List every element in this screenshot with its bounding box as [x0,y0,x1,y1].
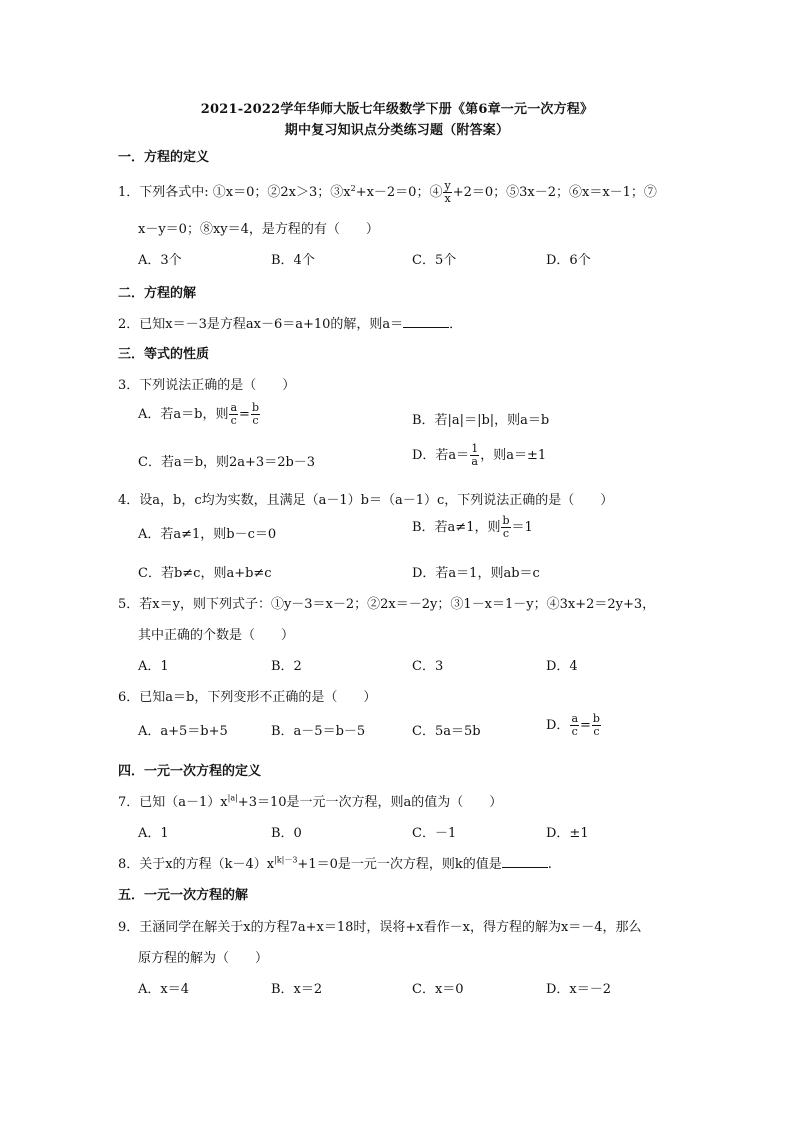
q3-d-fraction [470,443,479,468]
question-6-stem: 6．已知a＝b，下列变形不正确的是（ ） [118,690,377,705]
q5-option-a: A．1 [138,659,169,674]
q4-option-b [412,515,533,540]
q1-option-d: D．6个 [546,253,591,268]
q4-b-den: c [502,527,510,541]
q4-option-c: C．若b≠c，则a+b≠c [138,566,272,581]
section-heading-3: 三．等式的性质 [118,347,210,362]
q3-a-den-right: c [252,414,259,428]
question-3-stem: 3．下列说法正确的是（ ） [118,378,296,393]
q1-fraction [443,180,451,205]
q3-a-fraction-right [251,402,260,427]
q7-option-a: A．1 [138,826,169,841]
q9-option-d: D．x＝－2 [546,982,612,997]
q4-b-suffix: ＝1 [511,520,533,536]
q7-option-d: D．±1 [546,826,589,841]
q3-option-a [138,402,261,427]
q4-b-prefix: B．若a≠1，则 [412,520,501,536]
q3-a-prefix: A．若a＝b，则 [138,407,229,423]
q6-d-fraction-right [592,713,601,738]
q6-d-prefix: D． [546,718,570,734]
q6-option-a: A．a+5＝b+5 [138,724,228,739]
document-title-line2: 期中复习知识点分类练习题（附答案） [284,123,510,138]
q6-option-b: B．a－5＝b－5 [271,724,366,739]
q9-option-b: B．x＝2 [271,982,323,997]
q7-prefix: 7．已知（a－1）x [118,795,228,810]
q3-a-num-left: a [230,401,238,414]
question-2 [118,313,462,332]
section-heading-5: 五．一元一次方程的解 [118,888,249,903]
q3-option-d [412,443,546,468]
document-title-line1: 2021-2022学年华师大版七年级数学下册《第6章一元一次方程》 [200,102,594,117]
q3-d-num: 1 [471,442,479,455]
section-heading-1: 一．方程的定义 [118,150,210,165]
q9-option-a: A．x＝4 [138,982,189,997]
question-9-line1: 9．王涵同学在解关于x的方程7a+x＝18时，误将+x看作－x，得方程的解为x＝－4，那么 [118,920,642,935]
q8-end: . [547,857,552,872]
q1-option-c: C．5个 [412,253,457,268]
q8-exponent: |k|－3 [274,855,298,865]
q8-prefix: 8．关于x的方程（k－4）x [118,857,275,872]
q4-option-d: D．若a＝1，则ab＝c [412,566,540,581]
q1-exponent: 2 [350,183,356,193]
question-9-line2: 原方程的解为（ ） [138,951,269,966]
question-8-stem [118,853,552,872]
question-4-stem: 4．设a，b，c均为实数，且满足（a－1）b＝（a－1）c，下列说法正确的是（ ） [118,493,614,508]
question-5-line1: 5．若x＝y，则下列式子：①y－3＝x－2；②2x＝－2y；③1－x＝1－y；④3x+2＝2y+3， [118,597,656,612]
question-1-line2: x－y＝0；⑧xy＝4，是方程的有（ ） [138,222,379,237]
q2-answer-blank [403,316,449,328]
q9-option-c: C．x＝0 [412,982,464,997]
q5-option-b: B．2 [271,659,302,674]
section-heading-4: 四．一元一次方程的定义 [118,764,262,779]
q2-text: 2．已知x＝－3是方程ax－6＝a+10的解，则a＝ [118,317,404,332]
q2-end: ． [449,317,463,332]
section-heading-2: 二．方程的解 [118,286,197,301]
q4-b-num: b [502,514,510,527]
q6-d-num-left: a [571,712,578,725]
q3-a-num-right: b [251,401,259,414]
q5-option-d: D．4 [546,659,578,674]
q3-d-prefix: D．若a＝ [412,448,470,464]
q6-option-c: C．5a＝5b [412,724,481,739]
q1-part3: +2＝0；⑤3x－2；⑥x＝x－1；⑦ [452,185,657,201]
q6-d-num-right: b [592,712,600,725]
q7-exponent: |a| [227,793,238,803]
q3-option-c: C．若a＝b，则2a+3＝2b－3 [138,455,316,470]
q1-fraction-numerator: y [444,179,451,192]
q6-option-d [546,713,602,738]
q6-d-den-right: c [593,725,600,739]
q6-d-fraction-left [570,713,579,738]
q3-a-den-left: c [230,414,237,428]
q3-option-b: B．若|a|＝|b|，则a＝b [412,413,550,428]
q6-d-equals: = [580,718,591,734]
q5-option-c: C．3 [412,659,444,674]
q8-answer-blank [502,856,548,868]
q1-option-a: A．3个 [138,253,182,268]
q7-suffix: +3＝10是一元一次方程，则a的值为（ ） [237,795,503,810]
q1-option-b: B．4个 [271,253,315,268]
q4-b-fraction [501,515,510,540]
q6-d-den-left: c [571,725,578,739]
q8-suffix: +1＝0是一元一次方程，则k的值是 [297,857,502,872]
q3-a-equals: = [239,407,250,423]
q1-part2: +x－2＝0；④ [355,185,443,201]
q3-a-fraction-left [229,402,238,427]
q7-option-c: C．－1 [412,826,457,841]
question-5-line2: 其中正确的个数是（ ） [138,628,295,643]
q4-option-a: A．若a≠1，则b－c＝0 [138,527,277,542]
q3-d-den: a [471,455,478,469]
q3-d-suffix: ，则a＝±1 [480,448,547,464]
q1-fraction-denominator: x [444,192,451,206]
question-7-stem [118,791,502,810]
question-1-line1 [118,180,657,205]
q1-part1: 1．下列各式中: ①x＝0；②2x＞3；③x [118,185,351,201]
q7-option-b: B．0 [271,826,302,841]
